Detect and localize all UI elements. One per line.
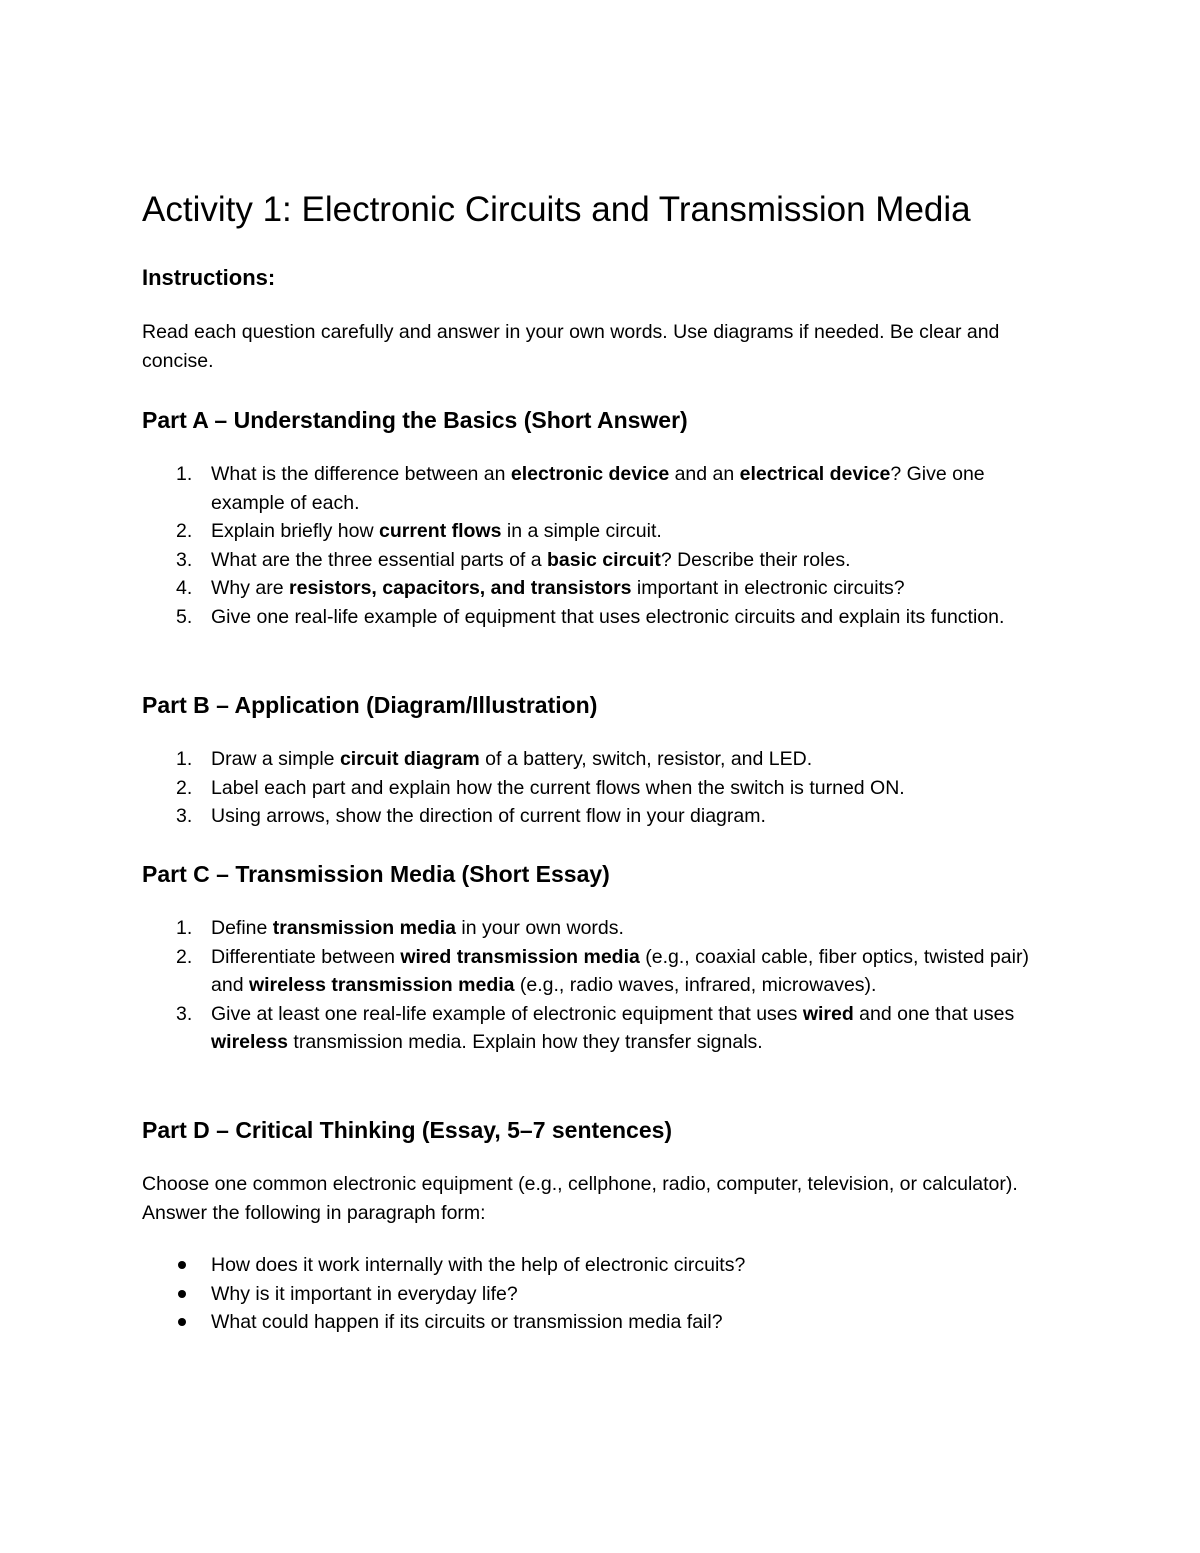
list-item: 3. Give at least one real-life example of electronic equipment that uses wired and one that uses wireless transmission media. Explain how they transfer signals. <box>176 1002 1015 1053</box>
list-item: 2. Label each part and explain how the current flows when the switch is turned ON. <box>176 776 905 799</box>
part-c-questions <box>142 914 1057 1057</box>
part-d-intro: Choose one common electronic equipment (e.g., cellphone, radio, computer, television, or calculator). Answer the following in paragraph form: <box>142 1173 1018 1224</box>
list-item: 4. Why are resistors, capacitors, and transistors important in electronic circuits? <box>176 577 905 599</box>
part-d-bullets <box>142 1251 1057 1337</box>
part-d-heading: Part D – Critical Thinking (Essay, 5–7 sentences) <box>142 1117 673 1143</box>
list-item: 2. Differentiate between wired transmission media (e.g., coaxial cable, fiber optics, twisted pair) and wireless transmission media (e.g., radio waves, infrared, microwaves). <box>176 945 1029 996</box>
instructions-heading: Instructions: <box>142 265 276 290</box>
list-item: How does it work internally with the help of electronic circuits? <box>142 1251 1057 1280</box>
instructions-text: Read each question carefully and answer in your own words. Use diagrams if needed. Be clear and concise. <box>142 321 1000 372</box>
list-item: 1. Draw a simple circuit diagram of a battery, switch, resistor, and LED. <box>176 748 813 770</box>
list-item: Why is it important in everyday life? <box>142 1280 1057 1309</box>
bullet-icon <box>178 1318 186 1326</box>
bullet-icon <box>178 1290 186 1298</box>
bullet-icon <box>178 1261 186 1269</box>
list-item: 2. Explain briefly how current flows in a simple circuit. <box>176 520 662 542</box>
part-b-questions <box>142 745 1057 831</box>
document-title: Activity 1: Electronic Circuits and Transmission Media <box>142 190 971 229</box>
list-item: 3. What are the three essential parts of a basic circuit? Describe their roles. <box>176 548 851 571</box>
list-item: What could happen if its circuits or transmission media fail? <box>142 1308 1057 1337</box>
list-item: 1. What is the difference between an electronic device and an electrical device? Give one example of each. <box>176 463 985 514</box>
list-item: 5. Give one real-life example of equipment that uses electronic circuits and explain its function. <box>176 605 1005 628</box>
list-item: 1. Define transmission media in your own words. <box>176 917 624 939</box>
list-item: 3. Using arrows, show the direction of current flow in your diagram. <box>176 805 766 827</box>
part-c-heading: Part C – Transmission Media (Short Essay) <box>142 861 610 887</box>
part-a-questions <box>142 460 1057 631</box>
part-b-heading: Part B – Application (Diagram/Illustration) <box>142 692 598 718</box>
part-a-heading: Part A – Understanding the Basics (Short Answer) <box>142 407 688 433</box>
